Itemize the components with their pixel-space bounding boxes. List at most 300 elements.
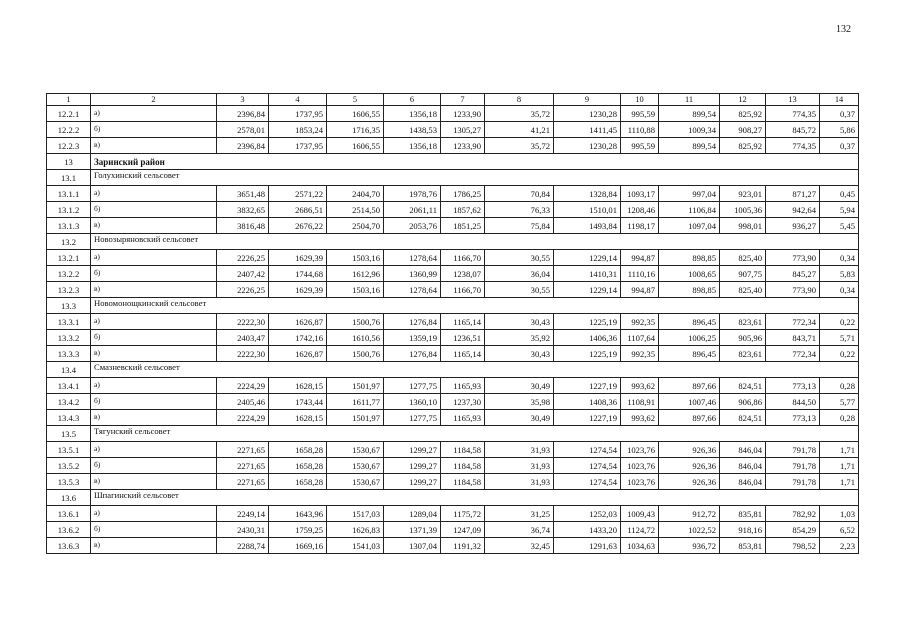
table-cell: 843,71 (766, 330, 820, 346)
table-row (47, 346, 859, 362)
table-cell: 0,22 (820, 346, 859, 362)
table-cell: 1184,58 (441, 442, 485, 458)
table-cell: 1230,28 (554, 106, 621, 122)
table-cell: 1230,28 (554, 138, 621, 154)
row-code: 13 (47, 154, 91, 170)
table-cell: 1530,67 (327, 458, 384, 474)
table-cell: 825,40 (720, 250, 766, 266)
table-cell: 1106,84 (659, 202, 720, 218)
row-variant: в) (91, 282, 217, 298)
table-cell: 823,61 (720, 346, 766, 362)
table-cell: 918,16 (720, 522, 766, 538)
table-cell: 5,77 (820, 394, 859, 410)
table-cell: 1530,67 (327, 474, 384, 490)
table-cell: 899,54 (659, 138, 720, 154)
table-cell: 0,34 (820, 282, 859, 298)
table-cell: 1743,44 (269, 394, 327, 410)
table-cell: 3651,48 (217, 186, 269, 202)
table-cell: 898,85 (659, 250, 720, 266)
table-row (47, 122, 859, 138)
table-cell: 2,23 (820, 538, 859, 554)
table-row (47, 218, 859, 234)
table-cell: 1328,84 (554, 186, 621, 202)
table-cell: 782,92 (766, 506, 820, 522)
row-variant: в) (91, 218, 217, 234)
table-cell: 1356,18 (384, 106, 441, 122)
table-cell: 1184,58 (441, 458, 485, 474)
table-row (47, 442, 859, 458)
row-code: 13.5.1 (47, 442, 91, 458)
table-cell: 2061,11 (384, 202, 441, 218)
table-cell: 1093,17 (621, 186, 659, 202)
table-cell: 773,90 (766, 282, 820, 298)
table-cell: 2578,01 (217, 122, 269, 138)
table-cell: 1225,19 (554, 314, 621, 330)
table-cell: 1851,25 (441, 218, 485, 234)
council-title: Новомонощкинский сельсовет (91, 298, 859, 314)
row-code: 13.3 (47, 298, 91, 314)
table-cell: 2396,84 (217, 138, 269, 154)
table-cell: 1,71 (820, 474, 859, 490)
table-cell: 1517,03 (327, 506, 384, 522)
table-cell: 923,01 (720, 186, 766, 202)
table-cell: 992,35 (621, 314, 659, 330)
table-cell: 30,43 (485, 346, 554, 362)
column-header: 5 (327, 94, 384, 106)
table-cell: 30,55 (485, 250, 554, 266)
row-code: 13.1 (47, 170, 91, 186)
table-cell: 0,37 (820, 106, 859, 122)
table-row (47, 378, 859, 394)
table-cell: 1229,14 (554, 282, 621, 298)
table-cell: 896,45 (659, 314, 720, 330)
council-title: Новозыряновский сельсовет (91, 234, 859, 250)
table-cell: 2271,65 (217, 442, 269, 458)
table-cell: 997,04 (659, 186, 720, 202)
column-header: 7 (441, 94, 485, 106)
table-cell: 1628,15 (269, 378, 327, 394)
table-cell: 1786,25 (441, 186, 485, 202)
row-code: 13.2.1 (47, 250, 91, 266)
table-cell: 772,34 (766, 314, 820, 330)
row-code: 13.6.2 (47, 522, 91, 538)
table-cell: 1629,39 (269, 250, 327, 266)
council-title: Смазневский сельсовет (91, 362, 859, 378)
table-cell: 912,72 (659, 506, 720, 522)
table-cell: 1166,70 (441, 250, 485, 266)
row-code: 13.3.2 (47, 330, 91, 346)
table-cell: 1503,16 (327, 282, 384, 298)
table-cell: 1276,84 (384, 314, 441, 330)
table-cell: 1110,88 (621, 122, 659, 138)
table-cell: 2222,30 (217, 346, 269, 362)
table-row (47, 410, 859, 426)
table-cell: 1759,25 (269, 522, 327, 538)
row-code: 13.1.3 (47, 218, 91, 234)
table-cell: 906,86 (720, 394, 766, 410)
row-code: 13.6.3 (47, 538, 91, 554)
table-cell: 1023,76 (621, 442, 659, 458)
table-cell: 774,35 (766, 106, 820, 122)
table-cell: 30,55 (485, 282, 554, 298)
column-header: 4 (269, 94, 327, 106)
table-cell: 2226,25 (217, 250, 269, 266)
table-cell: 36,04 (485, 266, 554, 282)
row-code: 13.4.2 (47, 394, 91, 410)
table-cell: 75,84 (485, 218, 554, 234)
table-cell: 1658,28 (269, 474, 327, 490)
table-cell: 1628,15 (269, 410, 327, 426)
table-cell: 5,83 (820, 266, 859, 282)
table-row (47, 266, 859, 282)
table-row (47, 474, 859, 490)
table-row (47, 186, 859, 202)
table-cell: 1408,36 (554, 394, 621, 410)
row-code: 12.2.2 (47, 122, 91, 138)
table-cell: 2405,46 (217, 394, 269, 410)
table-cell: 1611,77 (327, 394, 384, 410)
table-cell: 1853,24 (269, 122, 327, 138)
table-cell: 1299,27 (384, 474, 441, 490)
table-cell: 1097,04 (659, 218, 720, 234)
table-cell: 926,36 (659, 458, 720, 474)
table-cell: 1305,27 (441, 122, 485, 138)
table-cell: 1208,46 (621, 202, 659, 218)
table-cell: 1278,64 (384, 250, 441, 266)
table-cell: 2396,84 (217, 106, 269, 122)
column-header: 8 (485, 94, 554, 106)
table-cell: 1225,19 (554, 346, 621, 362)
table-cell: 1737,95 (269, 138, 327, 154)
table-cell: 1289,04 (384, 506, 441, 522)
column-header: 9 (554, 94, 621, 106)
table-cell: 791,78 (766, 474, 820, 490)
row-variant: в) (91, 346, 217, 362)
row-variant: б) (91, 458, 217, 474)
table-cell: 30,43 (485, 314, 554, 330)
table-cell: 1034,63 (621, 538, 659, 554)
table-cell: 998,01 (720, 218, 766, 234)
table-cell: 31,93 (485, 442, 554, 458)
table-cell: 0,28 (820, 410, 859, 426)
table-cell: 0,28 (820, 378, 859, 394)
table-cell: 994,87 (621, 282, 659, 298)
table-cell: 992,35 (621, 346, 659, 362)
table-cell: 3832,65 (217, 202, 269, 218)
table-row (47, 202, 859, 218)
column-header: 14 (820, 94, 859, 106)
table-cell: 1406,36 (554, 330, 621, 346)
table-cell: 846,04 (720, 442, 766, 458)
table-cell: 1629,39 (269, 282, 327, 298)
table-cell: 825,92 (720, 106, 766, 122)
row-code: 13.4.3 (47, 410, 91, 426)
table-cell: 1606,55 (327, 138, 384, 154)
column-header: 1 (47, 94, 91, 106)
table-cell: 2407,42 (217, 266, 269, 282)
table-cell: 1501,97 (327, 410, 384, 426)
table-cell: 6,52 (820, 522, 859, 538)
table-cell: 1247,09 (441, 522, 485, 538)
table-cell: 1238,07 (441, 266, 485, 282)
table-cell: 1626,87 (269, 314, 327, 330)
table-cell: 1410,31 (554, 266, 621, 282)
table-cell: 1716,35 (327, 122, 384, 138)
table-cell: 1233,90 (441, 138, 485, 154)
table-cell: 994,87 (621, 250, 659, 266)
table-cell: 853,81 (720, 538, 766, 554)
table-cell: 1236,51 (441, 330, 485, 346)
table-cell: 1857,62 (441, 202, 485, 218)
column-header: 3 (217, 94, 269, 106)
table-cell: 1500,76 (327, 346, 384, 362)
table-cell: 1237,30 (441, 394, 485, 410)
table-cell: 1274,54 (554, 474, 621, 490)
row-variant: б) (91, 266, 217, 282)
table-cell: 1,71 (820, 442, 859, 458)
table-cell: 2271,65 (217, 474, 269, 490)
table-cell: 1530,67 (327, 442, 384, 458)
row-code: 13.2 (47, 234, 91, 250)
table-cell: 1278,64 (384, 282, 441, 298)
table-cell: 2403,47 (217, 330, 269, 346)
column-header: 13 (766, 94, 820, 106)
table-cell: 993,62 (621, 410, 659, 426)
table-cell: 1669,16 (269, 538, 327, 554)
table-cell: 1005,36 (720, 202, 766, 218)
table-cell: 1252,03 (554, 506, 621, 522)
table-row (47, 314, 859, 330)
row-code: 12.2.1 (47, 106, 91, 122)
table-cell: 824,51 (720, 378, 766, 394)
table-cell: 825,92 (720, 138, 766, 154)
table-cell: 2571,22 (269, 186, 327, 202)
table-cell: 846,04 (720, 474, 766, 490)
row-code: 13.6 (47, 490, 91, 506)
row-variant: б) (91, 202, 217, 218)
row-variant: а) (91, 106, 217, 122)
table-cell: 825,40 (720, 282, 766, 298)
row-variant: б) (91, 394, 217, 410)
council-title: Шпагинский сельсовет (91, 490, 859, 506)
table-cell: 1110,16 (621, 266, 659, 282)
table-cell: 2271,65 (217, 458, 269, 474)
header-row (47, 94, 859, 106)
row-variant: б) (91, 522, 217, 538)
column-header: 12 (720, 94, 766, 106)
table-row (47, 538, 859, 554)
table-cell: 1501,97 (327, 378, 384, 394)
table-row (47, 282, 859, 298)
table-cell: 898,85 (659, 282, 720, 298)
table-cell: 1124,72 (621, 522, 659, 538)
table-cell: 0,45 (820, 186, 859, 202)
table-cell: 2053,76 (384, 218, 441, 234)
table-cell: 1503,16 (327, 250, 384, 266)
table-cell: 1438,53 (384, 122, 441, 138)
table-cell: 1008,65 (659, 266, 720, 282)
table-cell: 844,50 (766, 394, 820, 410)
table-cell: 5,71 (820, 330, 859, 346)
table-cell: 1274,54 (554, 442, 621, 458)
row-variant: б) (91, 330, 217, 346)
table-cell: 1643,96 (269, 506, 327, 522)
table-cell: 1007,46 (659, 394, 720, 410)
table-cell: 1978,76 (384, 186, 441, 202)
row-variant: в) (91, 138, 217, 154)
table-cell: 854,29 (766, 522, 820, 538)
table-cell: 905,96 (720, 330, 766, 346)
table-cell: 5,94 (820, 202, 859, 218)
table-cell: 32,45 (485, 538, 554, 554)
table-cell: 1606,55 (327, 106, 384, 122)
table-cell: 1108,91 (621, 394, 659, 410)
table-cell: 791,78 (766, 458, 820, 474)
table-cell: 1175,72 (441, 506, 485, 522)
row-code: 12.2.3 (47, 138, 91, 154)
council-row (47, 490, 859, 506)
table-cell: 1307,04 (384, 538, 441, 554)
row-code: 13.4 (47, 362, 91, 378)
table-cell: 1626,83 (327, 522, 384, 538)
table-cell: 936,27 (766, 218, 820, 234)
table-cell: 1009,43 (621, 506, 659, 522)
table-cell: 897,66 (659, 378, 720, 394)
table-cell: 1166,70 (441, 282, 485, 298)
row-code: 13.3.1 (47, 314, 91, 330)
table-cell: 1612,96 (327, 266, 384, 282)
table-cell: 2404,70 (327, 186, 384, 202)
table-cell: 35,98 (485, 394, 554, 410)
table-cell: 1500,76 (327, 314, 384, 330)
table-cell: 35,72 (485, 138, 554, 154)
table-cell: 1277,75 (384, 410, 441, 426)
table-cell: 1165,93 (441, 378, 485, 394)
table-cell: 798,52 (766, 538, 820, 554)
table-cell: 773,13 (766, 378, 820, 394)
table-row (47, 106, 859, 122)
row-variant: в) (91, 410, 217, 426)
table-row (47, 394, 859, 410)
table-cell: 2686,51 (269, 202, 327, 218)
table-cell: 845,27 (766, 266, 820, 282)
table-row (47, 506, 859, 522)
table-cell: 1433,20 (554, 522, 621, 538)
table-cell: 31,25 (485, 506, 554, 522)
table-cell: 871,27 (766, 186, 820, 202)
table-cell: 31,93 (485, 474, 554, 490)
row-code: 13.6.1 (47, 506, 91, 522)
table-cell: 926,36 (659, 442, 720, 458)
table-cell: 1493,84 (554, 218, 621, 234)
table-cell: 993,62 (621, 378, 659, 394)
table-cell: 1360,10 (384, 394, 441, 410)
column-header: 2 (91, 94, 217, 106)
table-cell: 0,37 (820, 138, 859, 154)
table-cell: 41,21 (485, 122, 554, 138)
row-variant: а) (91, 186, 217, 202)
table-cell: 2222,30 (217, 314, 269, 330)
table-cell: 2504,70 (327, 218, 384, 234)
row-code: 13.5 (47, 426, 91, 442)
table-cell: 1165,93 (441, 410, 485, 426)
row-variant: а) (91, 250, 217, 266)
table-cell: 35,72 (485, 106, 554, 122)
table-cell: 1274,54 (554, 458, 621, 474)
column-header: 6 (384, 94, 441, 106)
council-title: Голухинский сельсовет (91, 170, 859, 186)
table-cell: 1,03 (820, 506, 859, 522)
table-cell: 1277,75 (384, 378, 441, 394)
row-variant: а) (91, 506, 217, 522)
row-code: 13.5.3 (47, 474, 91, 490)
council-title: Тягунский сельсовет (91, 426, 859, 442)
table-cell: 1198,17 (621, 218, 659, 234)
table-cell: 35,92 (485, 330, 554, 346)
table-cell: 774,35 (766, 138, 820, 154)
table-cell: 1356,18 (384, 138, 441, 154)
row-code: 13.4.1 (47, 378, 91, 394)
table-cell: 1023,76 (621, 474, 659, 490)
table-cell: 1541,03 (327, 538, 384, 554)
table-cell: 1299,27 (384, 442, 441, 458)
table-cell: 1165,14 (441, 346, 485, 362)
table-cell: 0,34 (820, 250, 859, 266)
table-cell: 897,66 (659, 410, 720, 426)
table-cell: 942,64 (766, 202, 820, 218)
table-cell: 1371,39 (384, 522, 441, 538)
table-cell: 1744,68 (269, 266, 327, 282)
table-cell: 1191,32 (441, 538, 485, 554)
table-cell: 907,75 (720, 266, 766, 282)
column-header: 11 (659, 94, 720, 106)
table-row (47, 458, 859, 474)
table-cell: 896,45 (659, 346, 720, 362)
row-variant: а) (91, 442, 217, 458)
table-row (47, 138, 859, 154)
row-code: 13.1.1 (47, 186, 91, 202)
table-cell: 30,49 (485, 378, 554, 394)
table-row (47, 250, 859, 266)
table-row (47, 330, 859, 346)
table-cell: 2226,25 (217, 282, 269, 298)
table-cell: 3816,48 (217, 218, 269, 234)
council-row (47, 234, 859, 250)
table-cell: 1276,84 (384, 346, 441, 362)
table-cell: 1233,90 (441, 106, 485, 122)
table-cell: 1023,76 (621, 458, 659, 474)
council-row (47, 170, 859, 186)
region-title: Заринский район (91, 154, 859, 170)
table-cell: 1006,25 (659, 330, 720, 346)
row-variant: в) (91, 474, 217, 490)
table-cell: 772,34 (766, 346, 820, 362)
table-cell: 995,59 (621, 138, 659, 154)
table-cell: 823,61 (720, 314, 766, 330)
tariff-table (46, 93, 859, 554)
table-cell: 1626,87 (269, 346, 327, 362)
table-cell: 835,81 (720, 506, 766, 522)
table-cell: 1610,56 (327, 330, 384, 346)
table-cell: 2288,74 (217, 538, 269, 554)
council-row (47, 298, 859, 314)
row-code: 13.2.2 (47, 266, 91, 282)
table-cell: 1658,28 (269, 458, 327, 474)
table-cell: 773,13 (766, 410, 820, 426)
table-cell: 1022,52 (659, 522, 720, 538)
table-cell: 36,74 (485, 522, 554, 538)
table-cell: 30,49 (485, 410, 554, 426)
